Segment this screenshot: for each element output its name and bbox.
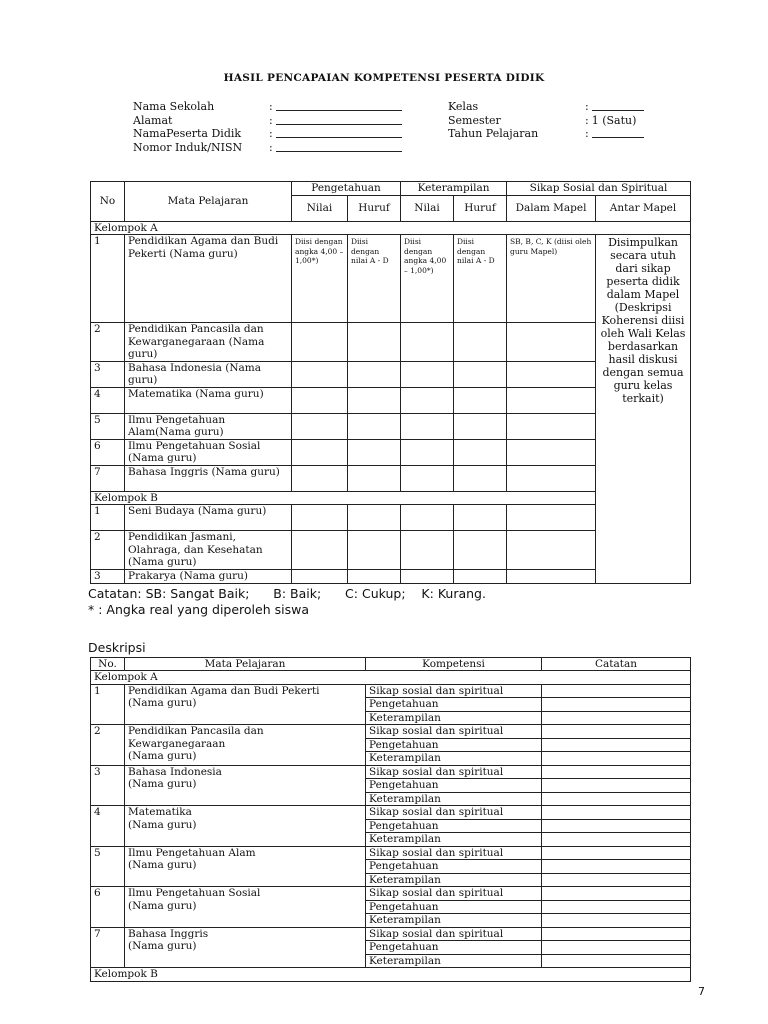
cell-empty[interactable] bbox=[401, 570, 454, 584]
row-mapel bbox=[125, 765, 366, 806]
group-label: Kelompok A bbox=[91, 671, 691, 685]
kompetensi-cell: Pengetahuan bbox=[366, 779, 542, 793]
kompetensi-cell: Pengetahuan bbox=[366, 738, 542, 752]
catatan-cell[interactable] bbox=[542, 833, 691, 847]
header-keterampilan: Keterampilan bbox=[401, 182, 507, 196]
cell-empty[interactable] bbox=[401, 531, 454, 570]
cell-empty[interactable] bbox=[292, 531, 348, 570]
fill-huruf-note: Diisi dengan nilai A - D bbox=[348, 235, 401, 323]
info-label: NamaPeserta Didik bbox=[133, 127, 242, 140]
cell-empty[interactable] bbox=[348, 361, 401, 387]
cell-empty[interactable] bbox=[454, 505, 507, 531]
kompetensi-cell: Sikap sosial dan spiritual bbox=[366, 725, 542, 739]
student-info-left bbox=[133, 100, 402, 154]
cell-empty[interactable] bbox=[454, 531, 507, 570]
cell-empty[interactable] bbox=[401, 323, 454, 362]
cell-empty[interactable] bbox=[507, 387, 596, 413]
catatan-cell[interactable] bbox=[542, 806, 691, 820]
kompetensi-cell: Pengetahuan bbox=[366, 698, 542, 712]
cell-empty[interactable] bbox=[401, 387, 454, 413]
row-mapel bbox=[125, 806, 366, 847]
header-dalam-mapel: Dalam Mapel bbox=[507, 195, 596, 221]
catatan-cell[interactable] bbox=[542, 941, 691, 955]
catatan-cell[interactable] bbox=[542, 698, 691, 712]
info-sep: : bbox=[269, 113, 273, 127]
mapel-name: Matematika bbox=[128, 806, 192, 818]
cell-empty[interactable] bbox=[454, 413, 507, 439]
nisn-field[interactable] bbox=[276, 141, 402, 152]
cell-empty[interactable] bbox=[292, 570, 348, 584]
catatan-cell[interactable] bbox=[542, 887, 691, 901]
row-no: 5 bbox=[91, 413, 125, 439]
info-label: Nama Sekolah bbox=[133, 100, 215, 113]
cell-empty[interactable] bbox=[292, 505, 348, 531]
catatan-cell[interactable] bbox=[542, 900, 691, 914]
info-row-kelas bbox=[448, 100, 644, 114]
kompetensi-cell: Keterampilan bbox=[366, 954, 542, 968]
cell-empty[interactable] bbox=[292, 439, 348, 465]
info-label: Tahun Pelajaran bbox=[448, 127, 539, 140]
page-title: HASIL PENCAPAIAN KOMPETENSI PESERTA DIDIK bbox=[223, 72, 545, 84]
kompetensi-cell: Pengetahuan bbox=[366, 819, 542, 833]
tahun-field[interactable] bbox=[592, 127, 644, 138]
cell-empty[interactable] bbox=[401, 361, 454, 387]
cell-empty[interactable] bbox=[348, 465, 401, 491]
row-mapel: Pendidikan Jasmani, Olahraga, dan Kesehatan (Nama guru) bbox=[125, 531, 292, 570]
cell-empty[interactable] bbox=[348, 413, 401, 439]
cell-empty[interactable] bbox=[292, 413, 348, 439]
row-no: 1 bbox=[91, 235, 125, 323]
catatan-cell[interactable] bbox=[542, 873, 691, 887]
mapel-guru: (Nama guru) bbox=[128, 818, 197, 831]
cell-empty[interactable] bbox=[401, 439, 454, 465]
catatan-cell[interactable] bbox=[542, 779, 691, 793]
group-label: Kelompok B bbox=[91, 968, 691, 982]
row-mapel: Seni Budaya (Nama guru) bbox=[125, 505, 292, 531]
cell-empty[interactable] bbox=[348, 531, 401, 570]
catatan-cell[interactable] bbox=[542, 860, 691, 874]
table-row bbox=[91, 684, 691, 698]
page-number: 7 bbox=[698, 985, 705, 998]
catatan-cell[interactable] bbox=[542, 684, 691, 698]
kompetensi-cell: Sikap sosial dan spiritual bbox=[366, 846, 542, 860]
kompetensi-cell: Sikap sosial dan spiritual bbox=[366, 887, 542, 901]
row-no: 3 bbox=[91, 361, 125, 387]
cell-empty[interactable] bbox=[507, 570, 596, 584]
row-no: 2 bbox=[91, 725, 125, 766]
kompetensi-cell: Keterampilan bbox=[366, 833, 542, 847]
antar-mapel-description: Disimpulkan secara utuh dari sikap peserta didik dalam Mapel (Deskripsi Koherensi diisi oleh Wali Kelas berdasarkan hasil diskusi dengan semua guru kelas terkait) bbox=[596, 235, 691, 584]
mapel-guru: (Nama guru) bbox=[128, 899, 197, 912]
row-mapel bbox=[125, 927, 366, 968]
fill-angka-note: Diisi dengan angka 4,00 – 1,00*) bbox=[292, 235, 348, 323]
mapel-name: Ilmu Pengetahuan Alam bbox=[128, 846, 256, 859]
catatan-cell[interactable] bbox=[542, 765, 691, 779]
row-no: 5 bbox=[91, 846, 125, 887]
row-mapel bbox=[125, 846, 366, 887]
cell-empty[interactable] bbox=[401, 505, 454, 531]
info-row-nama-sekolah bbox=[133, 100, 402, 114]
row-no: 6 bbox=[91, 439, 125, 465]
info-label: Kelas bbox=[448, 100, 479, 113]
deskripsi-heading: Deskripsi bbox=[88, 640, 146, 655]
info-sep: : bbox=[269, 127, 273, 140]
row-mapel: Matematika (Nama guru) bbox=[125, 387, 292, 413]
kompetensi-cell: Sikap sosial dan spiritual bbox=[366, 927, 542, 941]
row-mapel: Pendidikan Pancasila dan Kewarganegaraan (Nama guru) bbox=[125, 323, 292, 362]
cell-empty[interactable] bbox=[292, 323, 348, 362]
kompetensi-cell: Keterampilan bbox=[366, 873, 542, 887]
info-label: Nomor Induk/NISN bbox=[133, 140, 243, 154]
nama-sekolah-field[interactable] bbox=[276, 100, 402, 111]
cell-empty[interactable] bbox=[348, 387, 401, 413]
mapel-name: Bahasa Indonesia bbox=[128, 765, 222, 778]
info-label: Alamat bbox=[133, 113, 173, 127]
table-row bbox=[91, 927, 691, 941]
catatan-cell[interactable] bbox=[542, 711, 691, 725]
kompetensi-cell: Sikap sosial dan spiritual bbox=[366, 765, 542, 779]
competency-table bbox=[90, 181, 691, 584]
info-label: Semester bbox=[448, 113, 501, 127]
info-sep: : bbox=[585, 127, 589, 140]
mapel-guru: (Nama guru) bbox=[128, 697, 197, 709]
cell-empty[interactable] bbox=[507, 361, 596, 387]
cell-empty[interactable] bbox=[348, 323, 401, 362]
mapel-guru: (Nama guru) bbox=[128, 778, 197, 790]
table-row bbox=[91, 765, 691, 779]
info-row-tahun bbox=[448, 127, 644, 141]
row-no: 4 bbox=[91, 387, 125, 413]
row-mapel bbox=[125, 725, 366, 766]
info-row-nama-peserta bbox=[133, 127, 402, 141]
catatan-cell[interactable] bbox=[542, 752, 691, 766]
row-no: 6 bbox=[91, 887, 125, 928]
info-row-alamat bbox=[133, 114, 402, 128]
catatan-cell[interactable] bbox=[542, 954, 691, 968]
cell-empty[interactable] bbox=[454, 465, 507, 491]
cell-empty[interactable] bbox=[348, 505, 401, 531]
header-pengetahuan: Pengetahuan bbox=[292, 182, 401, 196]
angka-note: * : Angka real yang diperoleh siswa bbox=[88, 602, 310, 617]
group-label: Kelompok B bbox=[91, 491, 596, 505]
cell-empty[interactable] bbox=[507, 465, 596, 491]
cell-empty[interactable] bbox=[292, 361, 348, 387]
cell-empty[interactable] bbox=[454, 361, 507, 387]
info-sep: : bbox=[269, 100, 273, 113]
kompetensi-cell: Pengetahuan bbox=[366, 860, 542, 874]
catatan-cell[interactable] bbox=[542, 792, 691, 806]
nama-peserta-field[interactable] bbox=[276, 127, 402, 138]
cell-empty[interactable] bbox=[348, 439, 401, 465]
cell-empty[interactable] bbox=[292, 387, 348, 413]
row-mapel: Bahasa Indonesia (Nama guru) bbox=[125, 361, 292, 387]
notes-block bbox=[88, 586, 486, 618]
cell-empty[interactable] bbox=[292, 465, 348, 491]
info-sep: : bbox=[585, 113, 589, 127]
cell-empty[interactable] bbox=[348, 570, 401, 584]
cell-empty[interactable] bbox=[454, 387, 507, 413]
table-row bbox=[91, 846, 691, 860]
student-info-right bbox=[448, 100, 644, 141]
row-mapel bbox=[125, 684, 366, 725]
mapel-name: Ilmu Pengetahuan Sosial bbox=[128, 887, 261, 899]
fill-sikap-note: SB, B, C, K (diisi oleh guru Mapel) bbox=[507, 235, 596, 323]
fill-huruf-note: Diisi dengan nilai A - D bbox=[454, 235, 507, 323]
catatan-cell[interactable] bbox=[542, 914, 691, 928]
catatan-note: Catatan: SB: Sangat Baik; B: Baik; C: Cukup; K: Kurang. bbox=[88, 586, 486, 601]
group-label: Kelompok A bbox=[91, 221, 691, 235]
row-no: 4 bbox=[91, 806, 125, 847]
kompetensi-cell: Sikap sosial dan spiritual bbox=[366, 684, 542, 698]
header-no: No. bbox=[91, 658, 125, 671]
row-mapel: Pendidikan Agama dan Budi Pekerti (Nama guru) bbox=[125, 235, 292, 323]
mapel-name: Pendidikan Agama dan Budi Pekerti bbox=[128, 684, 320, 697]
row-no: 1 bbox=[91, 684, 125, 725]
cell-empty[interactable] bbox=[507, 323, 596, 362]
cell-empty[interactable] bbox=[507, 531, 596, 570]
fill-angka-note: Diisi dengan angka 4,00 – 1,00*) bbox=[401, 235, 454, 323]
header-nilai: Nilai bbox=[401, 195, 454, 221]
table-row bbox=[91, 806, 691, 820]
mapel-guru: (Nama guru) bbox=[128, 940, 197, 952]
cell-empty[interactable] bbox=[507, 439, 596, 465]
header-mapel: Mata Pelajaran bbox=[125, 658, 366, 671]
header-huruf: Huruf bbox=[454, 195, 507, 221]
cell-empty[interactable] bbox=[401, 413, 454, 439]
cell-empty[interactable] bbox=[454, 323, 507, 362]
catatan-cell[interactable] bbox=[542, 819, 691, 833]
row-no: 2 bbox=[91, 531, 125, 570]
kompetensi-cell: Pengetahuan bbox=[366, 900, 542, 914]
row-no: 2 bbox=[91, 323, 125, 362]
catatan-cell[interactable] bbox=[542, 846, 691, 860]
row-no: 3 bbox=[91, 765, 125, 806]
row-mapel: Ilmu Pengetahuan Alam(Nama guru) bbox=[125, 413, 292, 439]
header-no: No bbox=[91, 182, 125, 222]
kelas-field[interactable] bbox=[592, 100, 644, 111]
info-row-semester bbox=[448, 114, 644, 128]
header-mapel: Mata Pelajaran bbox=[125, 182, 292, 222]
cell-empty[interactable] bbox=[507, 413, 596, 439]
header-antar-mapel: Antar Mapel bbox=[596, 195, 691, 221]
mapel-name: Bahasa Inggris bbox=[128, 927, 209, 940]
header-kompetensi: Kompetensi bbox=[366, 658, 542, 671]
row-no: 7 bbox=[91, 927, 125, 968]
catatan-cell[interactable] bbox=[542, 738, 691, 752]
row-mapel: Ilmu Pengetahuan Sosial (Nama guru) bbox=[125, 439, 292, 465]
kompetensi-cell: Keterampilan bbox=[366, 752, 542, 766]
kompetensi-cell: Pengetahuan bbox=[366, 941, 542, 955]
deskripsi-table bbox=[90, 657, 691, 982]
semester-value: 1 (Satu) bbox=[591, 113, 637, 127]
kompetensi-cell: Keterampilan bbox=[366, 914, 542, 928]
cell-empty[interactable] bbox=[401, 465, 454, 491]
row-no: 3 bbox=[91, 570, 125, 584]
header-nilai: Nilai bbox=[292, 195, 348, 221]
cell-empty[interactable] bbox=[454, 570, 507, 584]
mapel-name: Pendidikan Pancasila dan Kewarganegaraan bbox=[128, 725, 264, 750]
kompetensi-cell: Keterampilan bbox=[366, 711, 542, 725]
catatan-cell[interactable] bbox=[542, 725, 691, 739]
info-sep: : bbox=[269, 140, 273, 154]
row-no: 7 bbox=[91, 465, 125, 491]
cell-empty[interactable] bbox=[507, 505, 596, 531]
info-sep: : bbox=[585, 100, 589, 113]
kompetensi-cell: Keterampilan bbox=[366, 792, 542, 806]
mapel-guru: (Nama guru) bbox=[128, 859, 197, 871]
table-row bbox=[91, 725, 691, 739]
row-mapel bbox=[125, 887, 366, 928]
alamat-field[interactable] bbox=[276, 114, 402, 125]
header-huruf: Huruf bbox=[348, 195, 401, 221]
table-row bbox=[91, 887, 691, 901]
catatan-cell[interactable] bbox=[542, 927, 691, 941]
table-row bbox=[91, 235, 691, 323]
mapel-guru: (Nama guru) bbox=[128, 750, 197, 762]
row-no: 1 bbox=[91, 505, 125, 531]
header-sikap: Sikap Sosial dan Spiritual bbox=[507, 182, 691, 196]
cell-empty[interactable] bbox=[454, 439, 507, 465]
kompetensi-cell: Sikap sosial dan spiritual bbox=[366, 806, 542, 820]
header-catatan: Catatan bbox=[542, 658, 691, 671]
row-mapel: Bahasa Inggris (Nama guru) bbox=[125, 465, 292, 491]
info-row-nisn bbox=[133, 141, 402, 155]
row-mapel: Prakarya (Nama guru) bbox=[125, 570, 292, 584]
